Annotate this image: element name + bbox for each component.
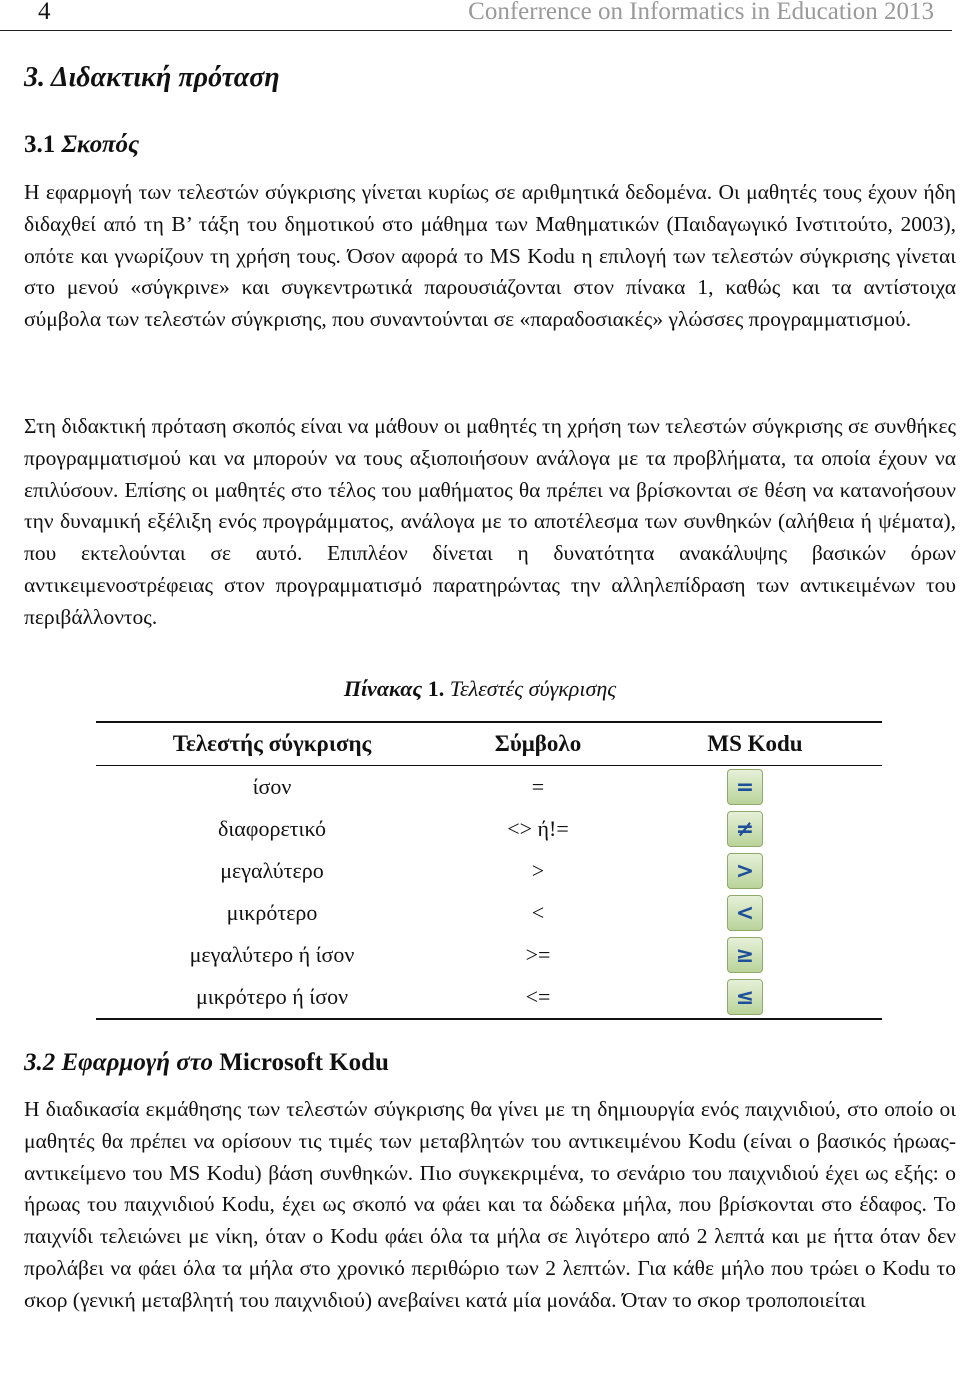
kodu-tile-cell bbox=[628, 895, 882, 931]
caption-label: Πίνακας bbox=[343, 676, 423, 701]
caption-text: Τελεστές σύγκρισης bbox=[449, 676, 617, 701]
operator-name: μεγαλύτερο ή ίσον bbox=[189, 942, 355, 967]
paragraph-2: Στη διδακτική πρόταση σκοπός είναι να μάθουν οι μαθητές τη χρήση των τελεστών σύγκρισης σε συνθήκες προγραμματισμού και να μπορούν να τους αξιοποιήσουν ανάλογα με τα προβλήματα, τα οποία έχουν να επιλύσουν. Επίσης οι μαθητές στο τέλος του μαθήματος θα πρέπει να βρίσκονται σε θέση να κατανοήσουν την δυναμική εξέλιξη ενός προγράμματος, ανάλογα με το αποτέλεσμα των συνθηκών (αλήθεια ή ψέματα), που εκτελούνται σε αυτό. Επιπλέον δίνεται η δυνατότητα ανακάλυψης βασικών όρων αντικειμενοστρέφειας στον προγραμματισμό παρατηρώντας την αλληλεπίδραση των αντικειμένων του περιβάλλοντος. bbox=[24, 414, 956, 629]
kodu-tile-cell bbox=[628, 979, 882, 1015]
kodu-not-equal-icon: ≠ bbox=[727, 811, 763, 847]
kodu-tile-cell bbox=[628, 769, 882, 805]
paragraph-3: Η διαδικασία εκμάθησης των τελεστών σύγκρισης θα γίνει με τη δημιουργία ενός παιχνιδιού, στο οποίο οι μαθητές θα πρέπει να ορίσουν τις τιμές των μεταβλητών του αντικειμένου Kodu (είναι ο βασικός ήρωας-αντικείμενο του MS Kodu) βάση συνθηκών. Πιο συγκεκριμένα, το σενάριο του παιχνιδιού έχει ως εξής: ο ήρωας του παιχνιδιού Kodu, έχει ως σκοπό να φάει και τα δώδεκα μήλα, που βρίσκονται στο έδαφος. Το παιχνίδι τελειώνει με νίκη, όταν ο Kodu φάει όλα τα μήλα σε λιγότερο από 2 λεπτά και με ήττα όταν δεν προλάβει να φάει όλα τα μήλα στο χρονικό περιθώριο των 2 λεπτών. Για κάθε μήλο που τρώει ο Kodu το σκορ (γενική μεταβλητή του παιχνιδιού) ανεβαίνει κατά μία μονάδα. Όταν το σκορ τροποποιείται bbox=[24, 1097, 956, 1312]
operator-name: μικρότερο bbox=[226, 900, 318, 925]
operator-symbol: > bbox=[531, 858, 545, 883]
table-row bbox=[96, 892, 882, 934]
kodu-equals-icon: = bbox=[727, 769, 763, 805]
table-row bbox=[96, 808, 882, 850]
subsection-2-name-roman: Microsoft Kodu bbox=[219, 1049, 389, 1076]
section-title: 3. Διδακτική πρόταση bbox=[24, 62, 280, 93]
subsection-title bbox=[24, 131, 139, 159]
table-row bbox=[96, 976, 882, 1018]
header-symbol: Σύμβολο bbox=[494, 731, 582, 756]
subsection-name: Σκοπός bbox=[61, 131, 140, 158]
subsection-number: 3.1 bbox=[24, 131, 56, 158]
caption-number: 1. bbox=[427, 676, 445, 701]
kodu-less-equal-icon: ≤ bbox=[727, 979, 763, 1015]
kodu-greater-icon: > bbox=[727, 853, 763, 889]
kodu-less-icon: < bbox=[727, 895, 763, 931]
page-header bbox=[0, 0, 952, 31]
subsection-2-number: 3.2 bbox=[24, 1049, 56, 1076]
table-row bbox=[96, 934, 882, 976]
operator-symbol: = bbox=[531, 774, 545, 799]
table-row bbox=[96, 850, 882, 892]
operator-name: μεγαλύτερο bbox=[220, 858, 324, 883]
paragraph-1: Η εφαρμογή των τελεστών σύγκρισης γίνεται κυρίως σε αριθμητικά δεδομένα. Οι μαθητές τους έχουν ήδη διδαχθεί από τη Β’ τάξη του δημοτικού στο μάθημα των Μαθηματικών (Παιδαγωγικό Ινστιτούτο, 2003), οπότε και γνωρίζουν τη χρήση τους. Όσον αφορά το MS Kodu η επιλογή των τελεστών σύγκρισης γίνεται στο μενού «σύγκρινε» και συγκεντρωτικά παρουσιάζονται στον πίνακα 1, καθώς και τα αντίστοιχα σύμβολα των τελεστών σύγκρισης, που συναντούνται σε «παραδοσιακές» γλώσσες προγραμματισμού. bbox=[24, 180, 956, 332]
subsection-2-name-italic: Εφαρμογή στο bbox=[61, 1049, 214, 1076]
comparison-operators-table bbox=[96, 721, 882, 1020]
kodu-tile-cell bbox=[628, 937, 882, 973]
kodu-tile-cell bbox=[628, 853, 882, 889]
header-ms-kodu: MS Kodu bbox=[707, 731, 803, 756]
table-header-row bbox=[96, 723, 882, 766]
table-caption bbox=[0, 676, 960, 702]
operator-name: μικρότερο ή ίσον bbox=[195, 984, 349, 1009]
kodu-tile-cell bbox=[628, 811, 882, 847]
subsection-2-title bbox=[24, 1049, 389, 1077]
page-number: 4 bbox=[38, 0, 51, 25]
table-body bbox=[96, 766, 882, 1018]
operator-symbol: >= bbox=[525, 942, 551, 967]
operator-symbol: <> ή!= bbox=[507, 816, 569, 841]
operator-symbol: <= bbox=[525, 984, 551, 1009]
kodu-greater-equal-icon: ≥ bbox=[727, 937, 763, 973]
operator-symbol: < bbox=[531, 900, 545, 925]
header-operator: Τελεστής σύγκρισης bbox=[172, 731, 372, 756]
operator-name: διαφορετικό bbox=[217, 816, 327, 841]
operator-name: ίσον bbox=[252, 774, 292, 799]
running-title: Conferrence on Informatics in Education 2013 bbox=[468, 0, 934, 25]
table-row bbox=[96, 766, 882, 808]
